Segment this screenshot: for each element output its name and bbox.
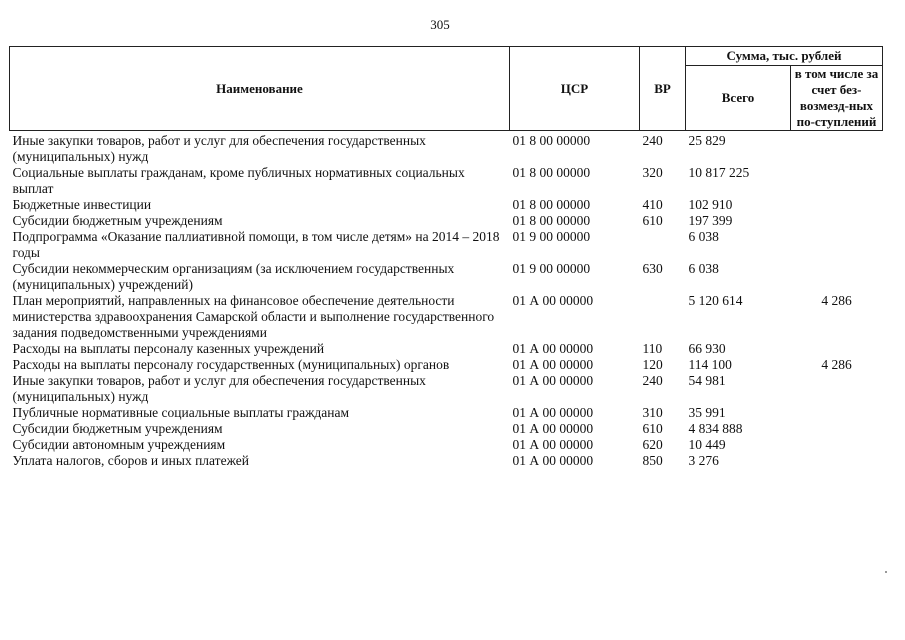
row-vr: 850 [642,453,663,468]
row-gratuitous [791,453,883,469]
table-row [10,437,883,453]
row-vr: 320 [642,165,663,180]
row-name: Расходы на выплаты персоналу государственных (муниципальных) органов [12,357,450,372]
row-vr [640,229,686,261]
row-csr: 01 9 00 00000 [512,261,591,276]
row-csr: 01 8 00 00000 [512,213,591,228]
row-gratuitous [791,341,883,357]
table-row [10,357,883,373]
table-row [10,453,883,469]
row-name: Субсидии автономным учреждениям [12,437,226,452]
row-gratuitous: 4 286 [821,357,852,372]
row-gratuitous [791,229,883,261]
row-name: Бюджетные инвестиции [12,197,152,212]
row-gratuitous [791,405,883,421]
row-gratuitous [791,437,883,453]
row-name: Иные закупки товаров, работ и услуг для обеспечения государственных (муниципальных) нужд [12,133,426,164]
row-name: Подпрограмма «Оказание паллиативной помощи, в том числе детям» на 2014 – 2018 годы [12,229,500,260]
row-csr: 01 А 00 00000 [512,453,594,468]
row-name: Субсидии бюджетным учреждениям [12,421,223,436]
row-vr: 410 [642,197,663,212]
header-total: Всего [686,66,791,131]
row-total: 3 276 [688,453,719,468]
row-gratuitous [791,261,883,293]
row-name: Субсидии бюджетным учреждениям [12,213,223,228]
row-csr: 01 А 00 00000 [512,405,594,420]
table-row [10,165,883,197]
row-total: 10 817 225 [688,165,750,180]
row-name: Социальные выплаты гражданам, кроме публичных нормативных социальных выплат [12,165,465,196]
row-total: 35 991 [688,405,726,420]
table-row [10,229,883,261]
row-gratuitous [791,197,883,213]
row-csr: 01 9 00 00000 [512,229,591,244]
row-name: План мероприятий, направленных на финансовое обеспечение деятельности министерства здравоохранения Самарской области и выполнение государственного задания подведомственными учреждениями [12,293,495,340]
row-vr: 240 [642,133,663,148]
row-name: Расходы на выплаты персоналу казенных учреждений [12,341,325,356]
row-gratuitous: 4 286 [821,293,852,308]
header-csr: ЦСР [510,47,640,131]
row-csr: 01 А 00 00000 [512,357,594,372]
table-row [10,405,883,421]
row-vr: 620 [642,437,663,452]
row-total: 6 038 [688,229,719,244]
row-total: 5 120 614 [688,293,743,308]
row-gratuitous [791,213,883,229]
header-sum: Сумма, тыс. рублей [686,47,883,66]
row-name: Субсидии некоммерческим организациям (за исключением государственных (муниципальных) учреждений) [12,261,455,292]
row-csr: 01 А 00 00000 [512,293,594,308]
table-row [10,293,883,341]
row-csr: 01 8 00 00000 [512,165,591,180]
row-total: 66 930 [688,341,726,356]
row-total: 114 100 [688,357,732,372]
row-total: 102 910 [688,197,733,212]
row-name: Публичные нормативные социальные выплаты гражданам [12,405,350,420]
table-body [10,131,883,470]
row-vr: 630 [642,261,663,276]
row-csr: 01 8 00 00000 [512,133,591,148]
row-total: 25 829 [688,133,726,148]
row-vr [640,293,686,341]
budget-table [9,46,883,469]
row-gratuitous [791,421,883,437]
row-vr: 240 [642,373,663,388]
page-number: 305 [430,17,450,32]
row-vr: 120 [642,357,663,372]
row-total: 54 981 [688,373,726,388]
row-csr: 01 А 00 00000 [512,341,594,356]
header-gratuitous: в том числе за счет без-возмезд-ных по-ступлений [791,66,883,131]
row-vr: 110 [642,341,663,356]
row-gratuitous [791,165,883,197]
table-row [10,373,883,405]
table-row [10,261,883,293]
table-header [10,47,883,131]
table-row [10,197,883,213]
scan-mark [885,571,887,573]
row-csr: 01 А 00 00000 [512,373,594,388]
row-total: 6 038 [688,261,719,276]
header-name: Наименование [10,47,510,131]
table-row [10,131,883,166]
row-total: 10 449 [688,437,726,452]
row-csr: 01 8 00 00000 [512,197,591,212]
table-row [10,341,883,357]
row-name: Уплата налогов, сборов и иных платежей [12,453,249,468]
row-csr: 01 А 00 00000 [512,437,594,452]
row-vr: 610 [642,213,663,228]
row-name: Иные закупки товаров, работ и услуг для обеспечения государственных (муниципальных) нужд [12,373,426,404]
row-gratuitous [791,373,883,405]
row-csr: 01 А 00 00000 [512,421,594,436]
header-vr: ВР [640,47,686,131]
row-gratuitous [791,131,883,166]
table-row [10,421,883,437]
table-row [10,213,883,229]
row-total: 4 834 888 [688,421,743,436]
row-total: 197 399 [688,213,733,228]
row-vr: 610 [642,421,663,436]
row-vr: 310 [642,405,663,420]
